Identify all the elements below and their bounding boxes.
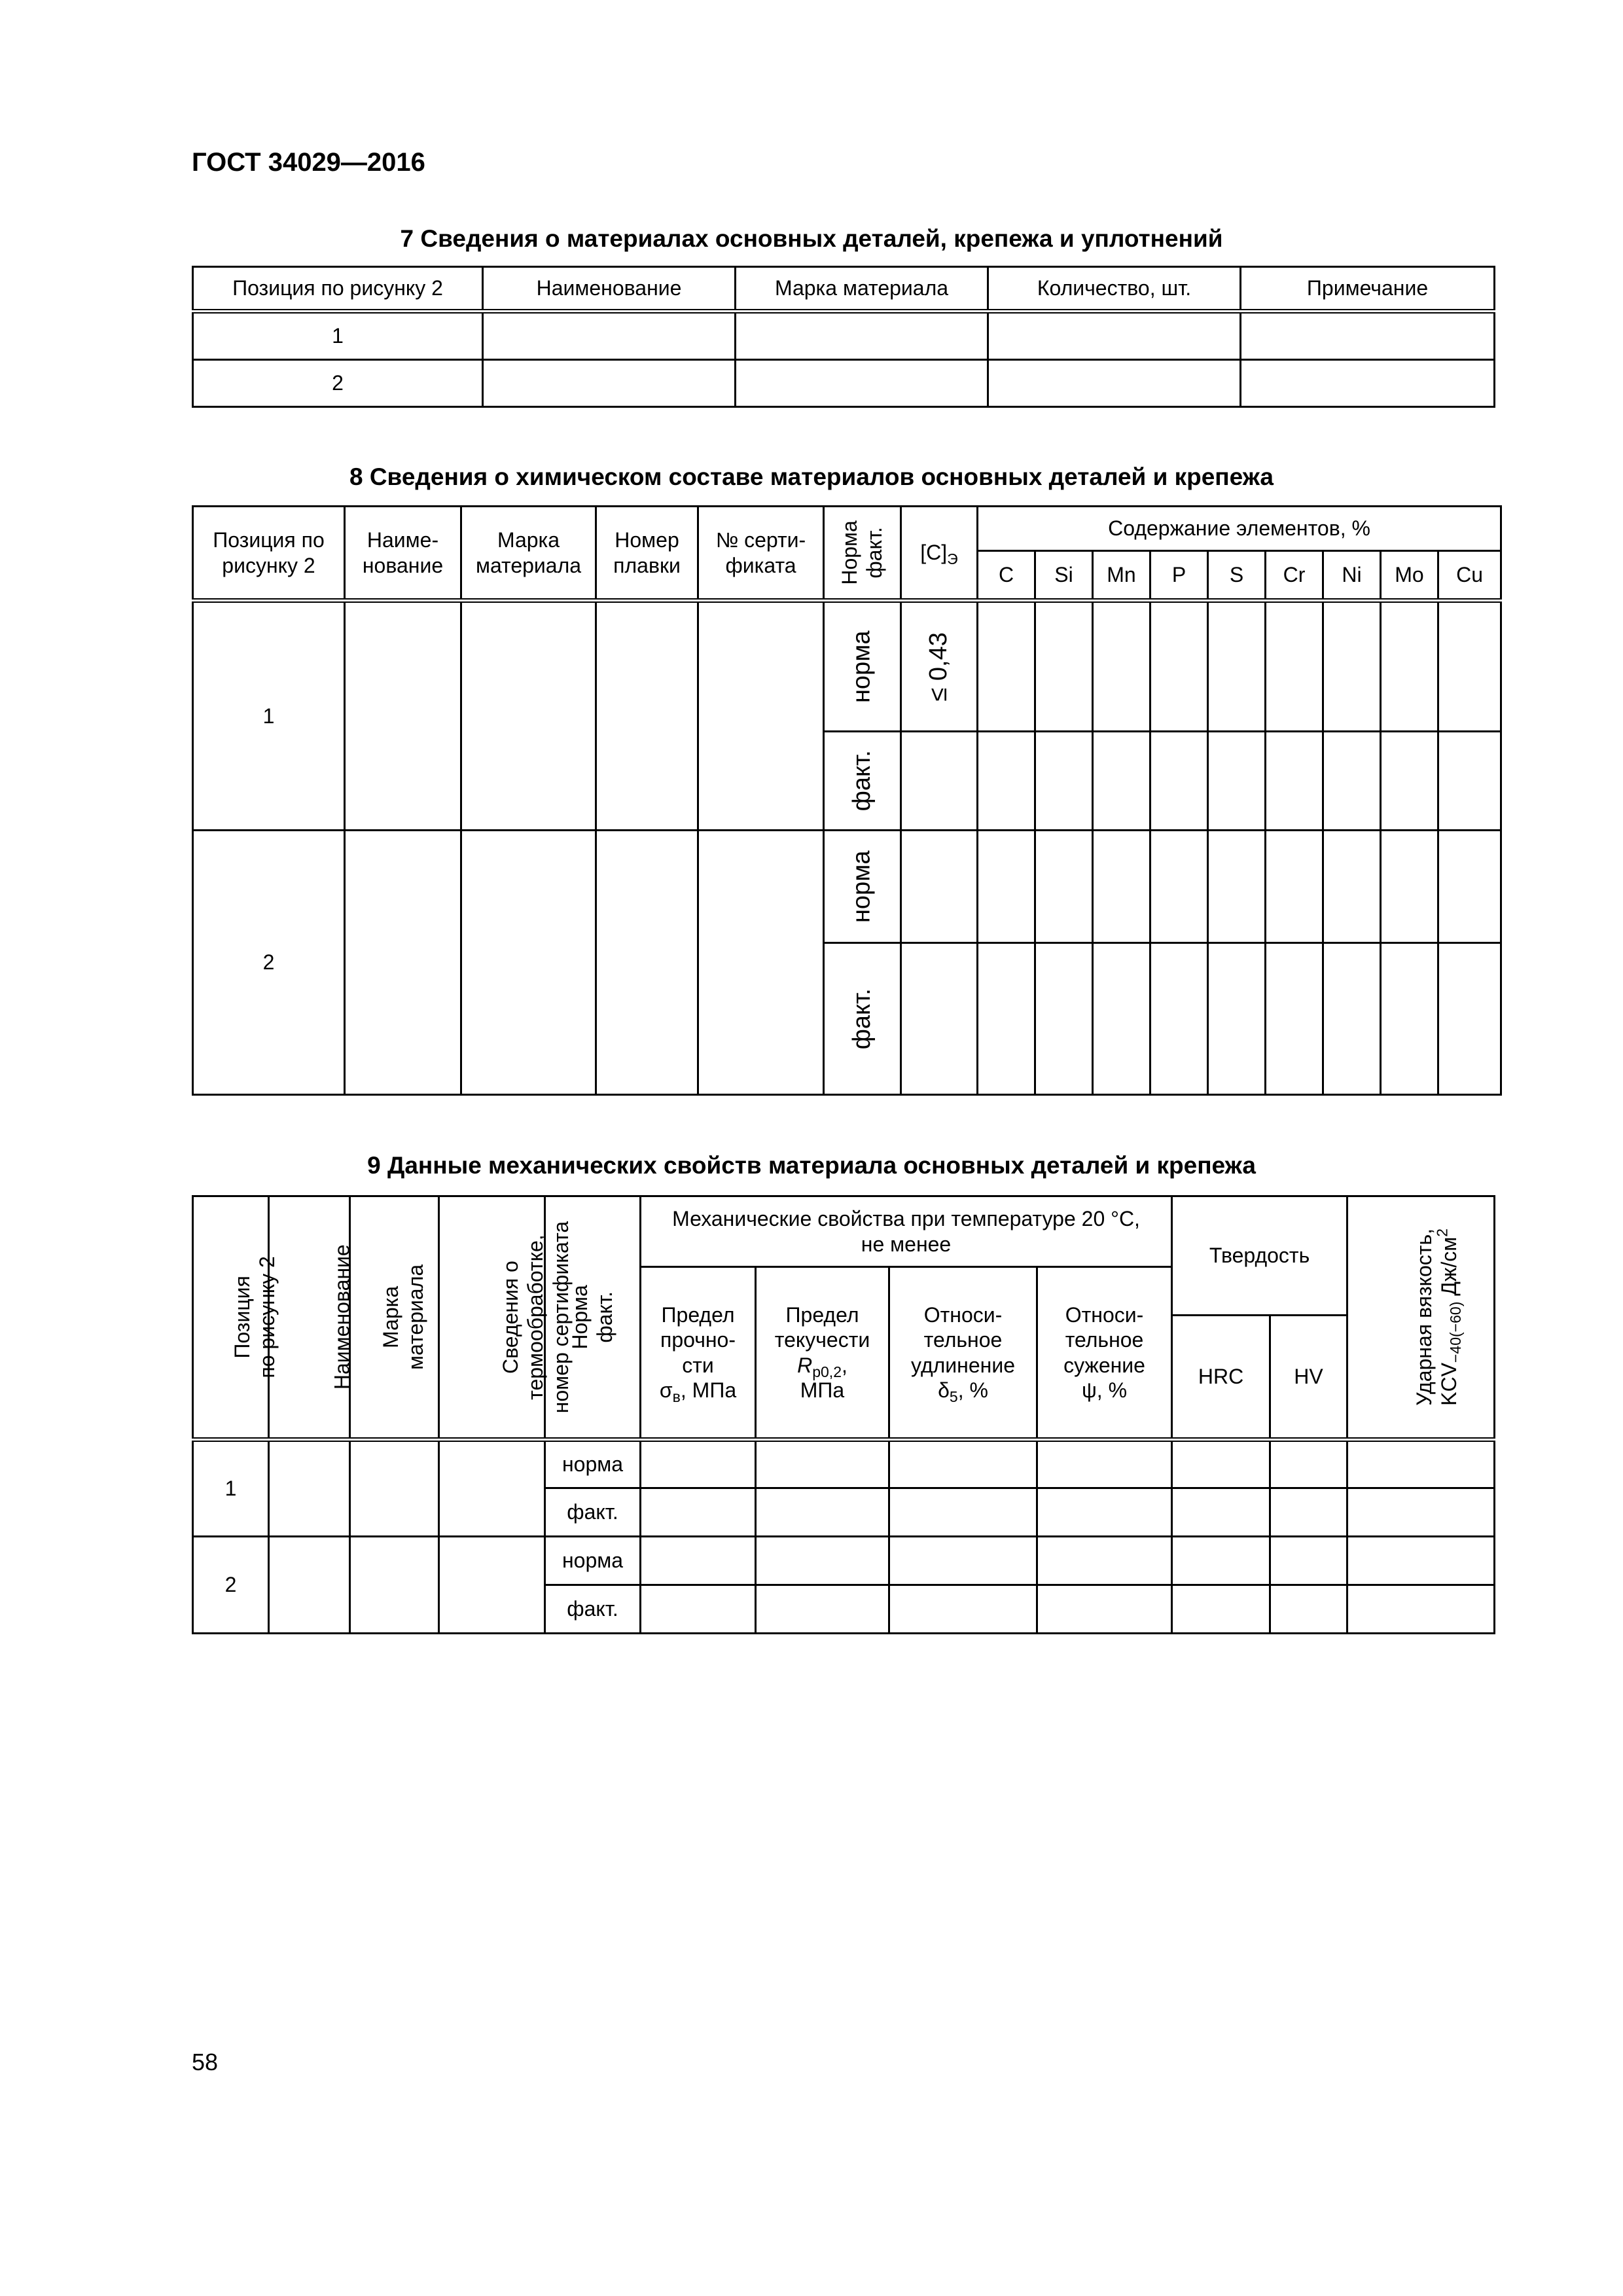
t9-header-hardness: Твердость (1172, 1196, 1347, 1316)
t8-row1-position: 1 (193, 601, 345, 831)
table-row (193, 360, 1495, 407)
t8-header-norm-fact: Норма факт. (824, 507, 901, 601)
t7-header-material: Марка материала (736, 267, 988, 312)
table7-caption: 7 Сведения о материалах основных деталей, крепежа и уплотнений (400, 225, 1223, 252)
t8-element-mn: Mn (1093, 551, 1150, 601)
t9-row1-position: 1 (193, 1440, 269, 1537)
t8-cell (345, 601, 461, 831)
t9-header-material: Марка материала (350, 1196, 439, 1440)
t8-header-melt: Номер плавки (596, 507, 698, 601)
t8-element-si: Si (1035, 551, 1093, 601)
t9-header-impact-toughness: Ударная вязкость, $KCV_{-40(-60)}$ $Дж/см^2$ (1347, 1196, 1495, 1440)
t9-header-reduction-of-area: Относи- тельное сужение ψ, % (1037, 1267, 1172, 1440)
document-code: ГОСТ 34029—2016 (192, 148, 425, 177)
t9-header-tensile-strength: Предел прочно- сти $\sigma_в$, МПа (641, 1267, 756, 1440)
t8-row1-norm-label: норма (824, 601, 901, 732)
t7-header-quantity: Количество, шт. (988, 267, 1241, 312)
t7-cell (736, 312, 988, 360)
t8-element-cr: Cr (1266, 551, 1323, 601)
t8-cell (596, 831, 698, 1095)
t8-cell (596, 601, 698, 831)
t8-row2-position: 2 (193, 831, 345, 1095)
t8-header-name: Наиме- нование (345, 507, 461, 601)
table8-caption: 8 Сведения о химическом составе материалов основных деталей и крепежа (349, 463, 1274, 490)
t7-row2-position: 2 (193, 360, 483, 407)
page-number: 58 (192, 2049, 219, 2075)
t7-cell (1241, 360, 1495, 407)
t7-header-note: Примечание (1241, 267, 1495, 312)
table-row (193, 601, 1501, 732)
t7-cell (483, 360, 736, 407)
t9-row1-norm-label: норма (545, 1440, 641, 1488)
table-row (193, 831, 1501, 943)
t7-cell (1241, 312, 1495, 360)
t8-header-position: Позиция по рисунку 2 (193, 507, 345, 601)
table-row (193, 312, 1495, 360)
t8-header-element-content: Содержание элементов, % (978, 507, 1501, 551)
t9-header-hrc: HRC (1172, 1316, 1270, 1440)
t9-row1-fact-label: факт. (545, 1488, 641, 1537)
t8-cell (461, 831, 596, 1095)
t8-element-cu: Cu (1438, 551, 1501, 601)
t8-header-material: Марка материала (461, 507, 596, 601)
t9-header-yield-strength: Предел текучести $R_{p0,2}$, МПа (756, 1267, 889, 1440)
t8-cell (461, 601, 596, 831)
t8-element-c: C (978, 551, 1035, 601)
table7-materials (192, 266, 1495, 408)
t8-row2-norm-label: норма (824, 831, 901, 943)
t8-element-p: P (1150, 551, 1208, 601)
t7-cell (988, 312, 1241, 360)
t9-row2-fact-label: факт. (545, 1585, 641, 1634)
t8-header-certificate: № серти- фиката (698, 507, 824, 601)
t9-header-heat-treatment: Сведения о термообработке, номер сертификата (439, 1196, 545, 1440)
t8-row1-fact-label: факт. (824, 732, 901, 831)
table9-mechanical-properties (192, 1195, 1495, 1634)
t8-cell (345, 831, 461, 1095)
t8-header-carbon-equivalent: $[C]_Э$ (901, 507, 978, 601)
table9-caption: 9 Данные механических свойств материала основных деталей и крепежа (367, 1152, 1256, 1179)
t8-element-s: S (1208, 551, 1266, 601)
t9-header-hv: HV (1270, 1316, 1347, 1440)
t7-header-position: Позиция по рисунку 2 (193, 267, 483, 312)
t9-header-position: Позиция по рисунку 2 (193, 1196, 269, 1440)
t8-element-mo: Mo (1381, 551, 1438, 601)
table-row (193, 1440, 1495, 1488)
t9-header-norm-fact: Норма факт. (545, 1196, 641, 1440)
t7-cell (483, 312, 736, 360)
table-row (193, 1537, 1495, 1585)
t7-row1-position: 1 (193, 312, 483, 360)
t9-row2-position: 2 (193, 1537, 269, 1634)
t9-header-elongation: Относи- тельное удлинение $\delta_5$, % (889, 1267, 1037, 1440)
t9-header-mech-properties: Механические свойства при температуре 20 °С, не менее (641, 1196, 1172, 1267)
t8-row2-fact-label: факт. (824, 943, 901, 1095)
t8-cell (698, 831, 824, 1095)
t8-cell (698, 601, 824, 831)
table8-chemical-composition (192, 505, 1502, 1096)
t7-cell (988, 360, 1241, 407)
t7-header-name: Наименование (483, 267, 736, 312)
t8-element-ni: Ni (1323, 551, 1381, 601)
t9-row2-norm-label: норма (545, 1537, 641, 1585)
t9-header-name: Наименование (269, 1196, 350, 1440)
t7-cell (736, 360, 988, 407)
t8-row1-ce-limit: ≤ 0,43 (901, 601, 978, 732)
